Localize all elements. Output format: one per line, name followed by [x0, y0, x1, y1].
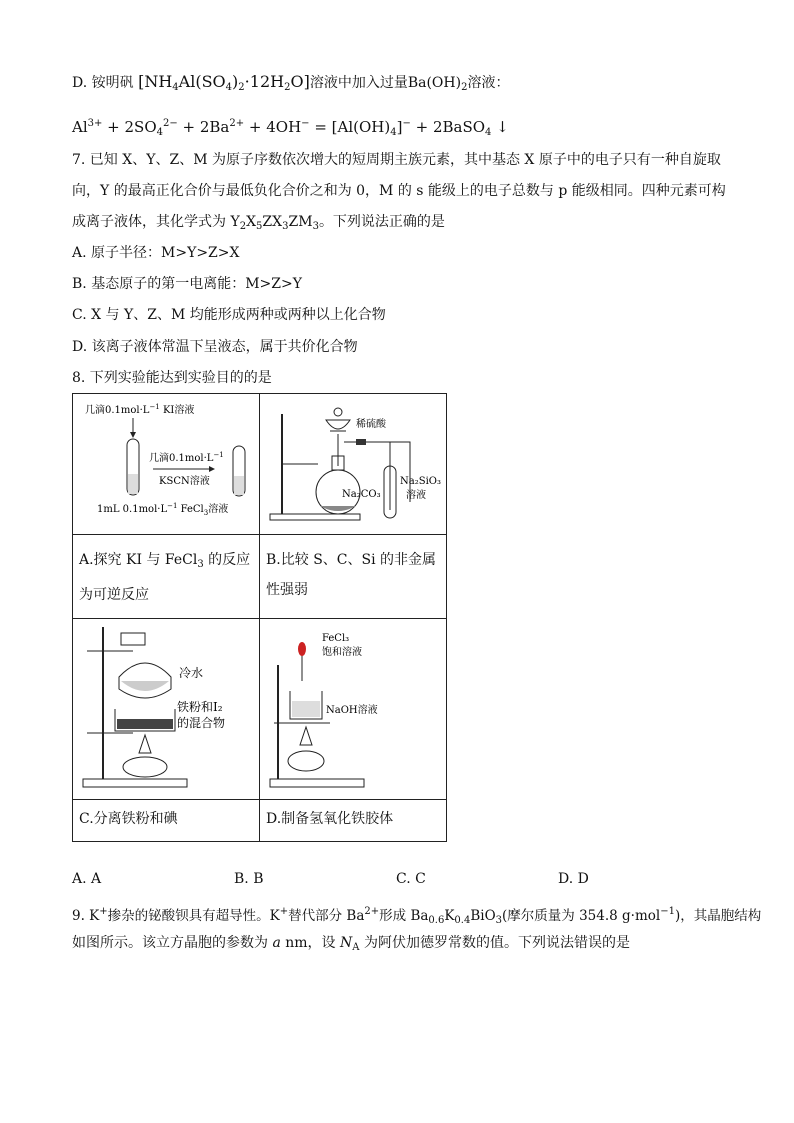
fig-a-bottom-label: 1mL $0.1mol\cdot L^{-1}$ FeCl$_3$溶液: [97, 502, 229, 517]
caption-a-sub: 3: [197, 559, 204, 570]
caption-a-post: 的反应: [203, 552, 251, 568]
eq-baso4-sub: 4: [485, 127, 492, 138]
q7-line3-a: 成离子液体，其化学式为 Y: [72, 214, 240, 230]
alum-paren: ): [232, 72, 239, 91]
label-cold-water: 冷水: [179, 666, 204, 680]
q7-option-a: A. 原子半径：M>Y>Z>X: [72, 245, 240, 261]
tube-right-liquid: [234, 476, 244, 495]
alum-sub2: 4: [225, 82, 233, 93]
q7-option-b: B. 基态原子的第一电离能：M>Z>Y: [72, 276, 302, 292]
ionic-equation: [72, 114, 509, 143]
answer-b: B. B: [234, 871, 264, 887]
alcohol-lamp-c: [123, 757, 167, 777]
q9-line2-a: 如图所示。该立方晶胞的参数为: [72, 935, 273, 951]
experiment-table: [72, 393, 447, 842]
option-d-mid: 溶液中加入过量: [309, 75, 408, 91]
alum-water: ·12H: [244, 72, 285, 91]
f-x: X: [246, 214, 257, 230]
option-d-suffix: 溶液：: [467, 75, 510, 91]
eq-al-charge: 3+: [87, 118, 103, 129]
flask-top-c: [121, 633, 145, 645]
q9-line1: [72, 902, 761, 931]
q9-a: 9. K: [72, 908, 100, 924]
caption-a: [73, 535, 259, 610]
f-zm: ZM: [288, 214, 313, 230]
eq-aloh: = [Al(OH): [309, 118, 391, 136]
alum-sub4: 2: [284, 82, 291, 93]
label-mix2: 的混合物: [177, 716, 226, 730]
q9-param-a: a: [272, 935, 281, 951]
eq-baso4: + 2BaSO: [410, 118, 486, 136]
caption-d-cell: [260, 800, 447, 842]
naoh-liquid: [292, 701, 320, 717]
label-mix1: 铁粉和I₂: [177, 700, 223, 714]
figure-b-diagram: [260, 394, 446, 530]
q7-line2: 向，Y 的最高正化合价与最低负化合价之和为 0，M 的 s 能级上的电子总数与 p 能级相同。四种元素可构: [72, 183, 726, 199]
q9-d: 形成 Ba: [379, 908, 429, 924]
label-dilute-h2so4: 稀硫酸: [356, 419, 386, 430]
option-d-prefix: D. 铵明矾: [72, 75, 134, 91]
label-na2sio3: Na₂SiO₃: [400, 476, 441, 487]
drop-arrow-head: [130, 432, 136, 438]
stand-base-b: [270, 514, 360, 520]
iron-iodine-mixture: [117, 719, 173, 729]
eq-oh: + 4OH: [244, 118, 302, 136]
flame-d: [300, 727, 312, 745]
q9-line2-b: nm，设: [280, 935, 341, 951]
eq-bracket: ]: [396, 118, 403, 136]
baoh2: Ba(OH): [407, 75, 462, 91]
fig-a-kscn-label: KSCN溶液: [159, 476, 210, 487]
q7-line3-b: 。下列说法正确的是: [318, 214, 445, 230]
alum-mid: Al(SO: [178, 72, 226, 91]
eq-so4-sub: 4: [156, 127, 163, 138]
q9-b: 掺杂的铋酸钡具有超导性。K: [107, 908, 280, 924]
q8-stem: 8. 下列实验能达到实验目的的是: [72, 370, 272, 386]
eq-so4-charge: 2−: [163, 118, 178, 129]
f-zx: ZX: [262, 214, 283, 230]
stand-base-d: [270, 779, 364, 787]
figure-d-cell: [260, 619, 447, 800]
dropper-bulb: [298, 642, 306, 656]
q7-line3: [72, 212, 445, 237]
add-arrow-head: [209, 466, 215, 472]
q9-k-charge2: +: [279, 906, 289, 917]
figure-a-diagram: [73, 394, 259, 530]
eq-ba: + 2Ba: [177, 118, 230, 136]
label-saturated: 饱和溶液: [322, 647, 362, 658]
caption-b-line2: 性强弱: [266, 582, 308, 598]
f-sub1: 2: [239, 221, 247, 232]
figure-a-cell: [73, 394, 260, 535]
f-sub2: 5: [256, 221, 263, 232]
q9-f: )，其晶胞结构: [674, 908, 762, 924]
caption-a-cell: [73, 535, 260, 619]
alum-sub1: 4: [172, 82, 179, 93]
q9-k: K: [444, 908, 455, 924]
alum-sub3: 2: [238, 82, 245, 93]
eq-al: Al: [72, 118, 88, 136]
q9-s2: 0.4: [454, 915, 471, 926]
stand-base-c: [83, 779, 187, 787]
answer-c: C. C: [396, 871, 426, 887]
rubber-joint: [356, 439, 366, 445]
cooling-flask: [119, 663, 171, 698]
q9-line2-c: 为阿伏加德罗常数的值。下列说法错误的是: [359, 935, 630, 951]
caption-a-line2: 为可逆反应: [79, 587, 149, 603]
eq-arrow: ↓: [491, 118, 509, 136]
figure-c-diagram: [73, 619, 259, 795]
answer-a: A. A: [72, 871, 102, 887]
label-naoh: NaOH溶液: [326, 705, 378, 716]
caption-d: D.制备氢氧化铁胶体: [266, 811, 394, 827]
option-d-header: [72, 72, 509, 98]
baoh2-sub: 2: [461, 82, 468, 93]
q9-unit: −1: [660, 906, 675, 917]
answer-d: D. D: [558, 871, 589, 887]
label-solution-b: 溶液: [406, 490, 426, 501]
f-sub4: 3: [312, 221, 319, 232]
q9-na-sub: A: [352, 942, 360, 953]
fig-a-add-label: 几滴$0.1mol\cdot L^{-1}$: [149, 451, 224, 464]
q9-line2: [72, 933, 630, 958]
figure-d-diagram: [260, 619, 446, 795]
f-sub3: 3: [282, 221, 289, 232]
alum-o: O: [290, 72, 304, 91]
caption-c-cell: [73, 800, 260, 842]
flame-c: [139, 735, 151, 753]
label-fecl3: FeCl₃: [322, 633, 350, 644]
eq-aloh-charge: −: [402, 118, 411, 129]
caption-b-cell: [260, 535, 447, 619]
q7-option-c: C. X 与 Y、Z、M 均能形成两种或两种以上化合物: [72, 307, 386, 323]
eq-ba-charge: 2+: [229, 118, 245, 129]
q9-ba-charge: 2+: [364, 906, 380, 917]
q9-k-charge: +: [99, 906, 108, 917]
eq-aloh-sub: 4: [390, 127, 397, 138]
cold-water-fill: [121, 681, 169, 691]
tube-left-liquid: [128, 474, 138, 494]
alum-formula: $[NH_4Al(SO_4)_2\cdot 12H_2O]$: [138, 72, 310, 93]
eq-so4: + 2SO: [102, 118, 157, 136]
caption-a-pre: A.探究 KI 与 FeCl: [79, 552, 198, 568]
label-na2co3: Na₂CO₃: [342, 489, 381, 500]
q9-e: (摩尔质量为 354.8 g·mol: [502, 908, 661, 924]
q9-na: N: [340, 935, 353, 951]
q9-bio: BiO: [470, 908, 496, 924]
q7-option-d: D. 该离子液体常温下呈液态，属于共价化合物: [72, 339, 358, 355]
q9-s3: 3: [495, 915, 503, 926]
q7-line1: 7. 已知 X、Y、Z、M 为原子序数依次增大的短周期主族元素，其中基态 X 原子中的电子只有一种自旋取: [72, 152, 721, 168]
alum-nh: NH: [144, 72, 173, 91]
figure-c-cell: [73, 619, 260, 800]
q9-s1: 0.6: [428, 915, 445, 926]
fig-a-drop-label: 几滴$0.1mol\cdot L^{-1}$ KI溶液: [85, 403, 195, 416]
caption-b-line1: B.比较 S、C、Si 的非金属: [266, 552, 437, 568]
separatory-funnel: [326, 420, 350, 429]
figure-b-cell: [260, 394, 447, 535]
q9-c: 替代部分 Ba: [288, 908, 365, 924]
caption-c: C.分离铁粉和碘: [79, 811, 178, 827]
eq-oh-charge: −: [301, 118, 310, 129]
alcohol-lamp-d: [288, 751, 324, 771]
caption-b: [260, 535, 446, 605]
funnel-stopper: [334, 408, 342, 416]
